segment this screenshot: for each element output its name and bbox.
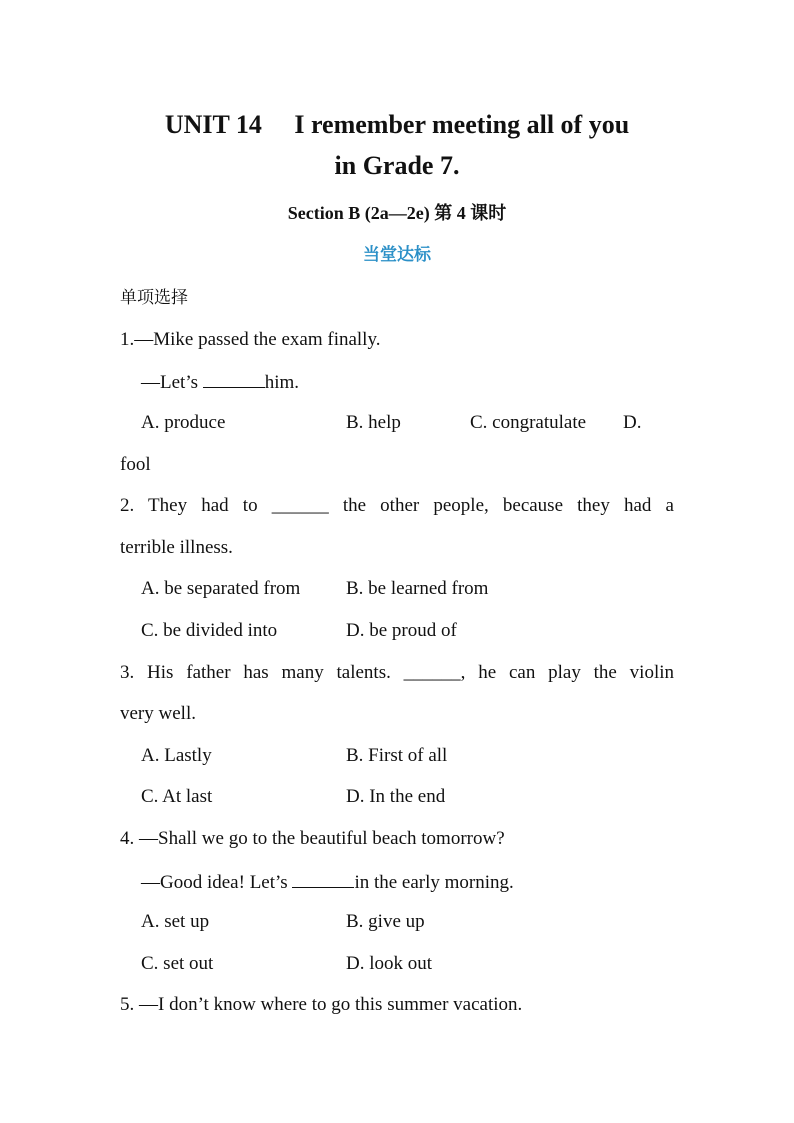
- answer-blank: [203, 369, 265, 388]
- question-2-prompt-line-1: 2. They had to ______ the other people, because they had a: [120, 495, 674, 516]
- question-3-prompt-line-1: 3. His father has many talents. ______, he can play the violin: [120, 662, 674, 683]
- question-3-option-b: B. First of all: [346, 745, 448, 766]
- question-1-response-post: him.: [264, 372, 300, 393]
- question-4-response: [141, 869, 514, 895]
- section-subtitle: Section B (2a—2e) 第 4 课时: [287, 203, 507, 223]
- question-1-response: [141, 369, 299, 395]
- answer-blank: [292, 869, 354, 888]
- question-5-prompt: 5. —I don’t know where to go this summer vacation.: [120, 994, 523, 1015]
- unit-title-line-1: UNIT 14 I remember meeting all of you: [164, 110, 630, 139]
- question-3-option-c: C. At last: [141, 786, 213, 807]
- question-2-option-a: A. be separated from: [141, 578, 301, 599]
- section-heading: 当堂达标: [363, 245, 431, 265]
- question-2-option-d: D. be proud of: [346, 620, 457, 641]
- question-2-option-c: C. be divided into: [141, 620, 278, 641]
- question-3-option-d: D. In the end: [346, 786, 446, 807]
- question-2-prompt-line-2: terrible illness.: [120, 537, 233, 558]
- question-4-option-d: D. look out: [346, 953, 433, 974]
- question-3-prompt-line-2: very well.: [120, 703, 196, 724]
- question-4-option-c: C. set out: [141, 953, 214, 974]
- question-1-option-a: A. produce: [141, 412, 226, 433]
- question-4-option-b: B. give up: [346, 911, 425, 932]
- question-4-response-post: in the early morning.: [354, 872, 514, 893]
- question-4-prompt: 4. —Shall we go to the beautiful beach tomorrow?: [120, 828, 505, 849]
- question-1-prompt: 1.—Mike passed the exam finally.: [120, 329, 381, 350]
- question-3-option-a: A. Lastly: [141, 745, 212, 766]
- question-4-response-pre: —Good idea! Let’s: [141, 872, 293, 893]
- question-1-option-b: B. help: [346, 412, 401, 433]
- question-1-response-pre: —Let’s: [141, 372, 203, 393]
- question-4-option-a: A. set up: [141, 911, 210, 932]
- question-1-option-d-wrap: fool: [120, 454, 151, 475]
- unit-title-line-2: in Grade 7.: [334, 151, 460, 180]
- question-1-option-d: D.: [623, 412, 642, 433]
- question-2-option-b: B. be learned from: [346, 578, 489, 599]
- question-1-option-c: C. congratulate: [470, 412, 587, 433]
- exercise-type-label: 单项选择: [120, 288, 188, 308]
